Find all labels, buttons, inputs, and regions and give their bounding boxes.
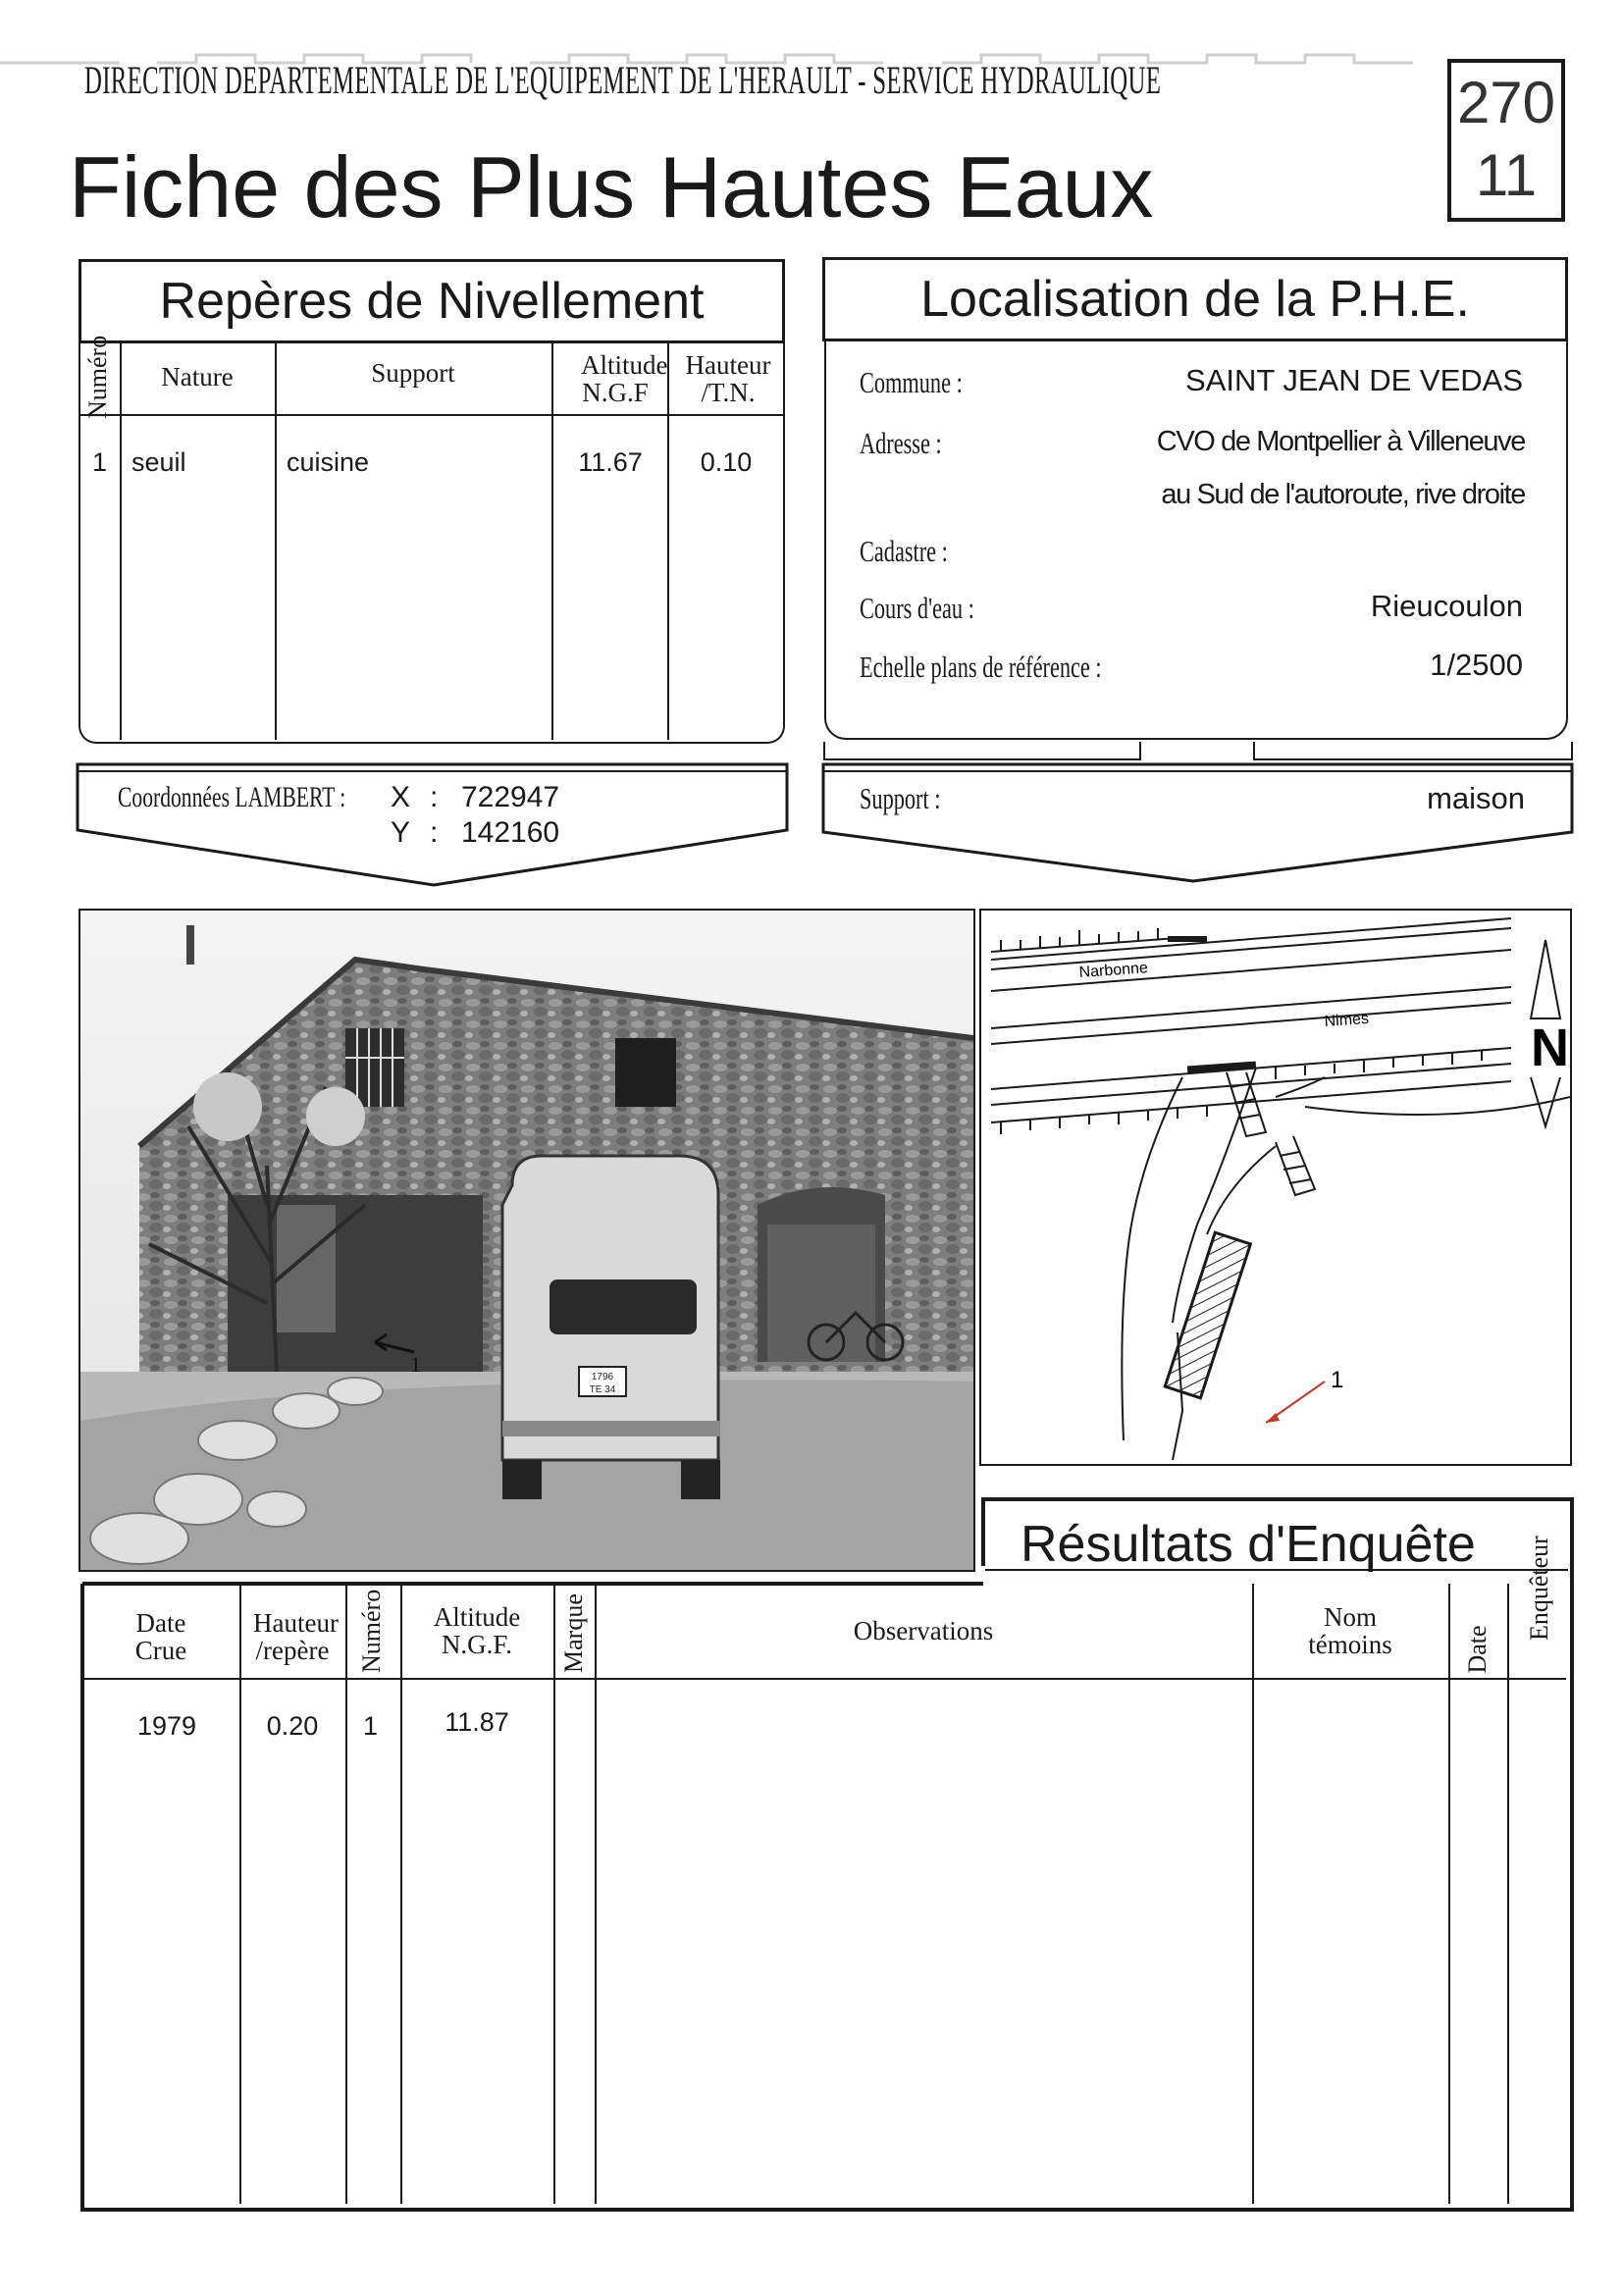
reference-bottom: 11 — [1475, 142, 1538, 208]
cours-eau-label: Cours d'eau : — [860, 591, 974, 625]
resultat-altitude: 11.87 — [445, 1707, 509, 1737]
location-map — [979, 909, 1572, 1466]
coord-y-label: Y — [391, 816, 411, 849]
plate-line2: TE 34 — [589, 1384, 616, 1395]
repere-nature: seuil — [131, 447, 186, 477]
resultat-numero: 1 — [363, 1711, 379, 1741]
col-hauteur: Hauteur /T.N. — [685, 350, 771, 408]
reperes-title: Repères de Nivellement — [159, 273, 705, 330]
col-altitude: Altitude N.G.F — [581, 350, 668, 408]
reference-top: 270 — [1456, 70, 1556, 135]
commune-value: SAINT JEAN DE VEDAS — [1185, 363, 1523, 397]
resultats-title: Résultats d'Enquête — [1021, 1516, 1476, 1573]
coord-x-value: 722947 — [461, 781, 560, 813]
agency-line: DIRECTION DEPARTEMENTALE DE L'EQUIPEMENT DE L'HERAULT - SERVICE HYDRAULIQUE — [84, 58, 1162, 102]
reperes-table — [79, 335, 785, 744]
col-altitude-ngf: Altitude N.G.F. — [433, 1602, 521, 1660]
col-date-crue: Date Crue — [134, 1608, 187, 1666]
echelle-label: Echelle plans de référence : — [860, 650, 1102, 684]
col-observations: Observations — [853, 1616, 994, 1645]
localisation-title-box — [822, 257, 1568, 341]
page-title: Fiche des Plus Hautes Eaux — [69, 138, 1154, 235]
reference-box — [1447, 59, 1565, 222]
cours-eau-value: Rieucoulon — [1370, 589, 1523, 623]
adresse-label: Adresse : — [860, 426, 942, 460]
col-marque: Marque — [559, 1593, 588, 1673]
coordonnees-label: Coordonnées LAMBERT : — [118, 781, 346, 813]
repere-numero: 1 — [92, 447, 108, 477]
north-indicator: N — [1531, 1018, 1569, 1077]
col-numero: Numéro — [83, 335, 112, 419]
adresse-line2: au Sud de l'autoroute, rive droite — [1161, 479, 1525, 510]
map-label-narbonne: Narbonne — [1078, 960, 1149, 981]
col-temoins: Nom témoins — [1308, 1602, 1392, 1660]
localisation-title: Localisation de la P.H.E. — [920, 271, 1470, 328]
cadastre-label: Cadastre : — [860, 534, 948, 568]
resultat-date-crue: 1979 — [137, 1711, 197, 1741]
repere-hauteur: 0.10 — [700, 447, 753, 477]
col-support: Support — [371, 358, 455, 388]
commune-label: Commune : — [860, 365, 963, 399]
map-label-nimes: Nimes — [1324, 1010, 1370, 1030]
col-date: Date — [1463, 1625, 1492, 1674]
reperes-title-box — [79, 259, 785, 343]
coord-y-value: 142160 — [461, 816, 560, 849]
photo-marker: 1 — [410, 1352, 421, 1377]
map-marker: 1 — [1331, 1367, 1344, 1393]
col-enqueteur: Enquêteur — [1525, 1536, 1553, 1641]
repere-support: cuisine — [287, 447, 370, 477]
col-hauteur-repere: Hauteur /repère — [253, 1608, 339, 1666]
plate-line1: 1796 — [591, 1372, 614, 1383]
col-nature: Nature — [161, 362, 234, 391]
col-numero-resultat: Numéro — [357, 1589, 386, 1673]
repere-altitude: 11.67 — [578, 447, 643, 477]
coord-x-label: X — [391, 781, 411, 813]
support-label: Support : — [860, 781, 941, 815]
localisation-panel — [824, 341, 1568, 740]
echelle-value: 1/2500 — [1430, 648, 1523, 682]
adresse-line1: CVO de Montpellier à Villeneuve — [1156, 426, 1525, 457]
site-photo — [79, 909, 975, 1572]
resultat-hauteur: 0.20 — [266, 1711, 319, 1741]
support-value: maison — [1427, 781, 1525, 815]
